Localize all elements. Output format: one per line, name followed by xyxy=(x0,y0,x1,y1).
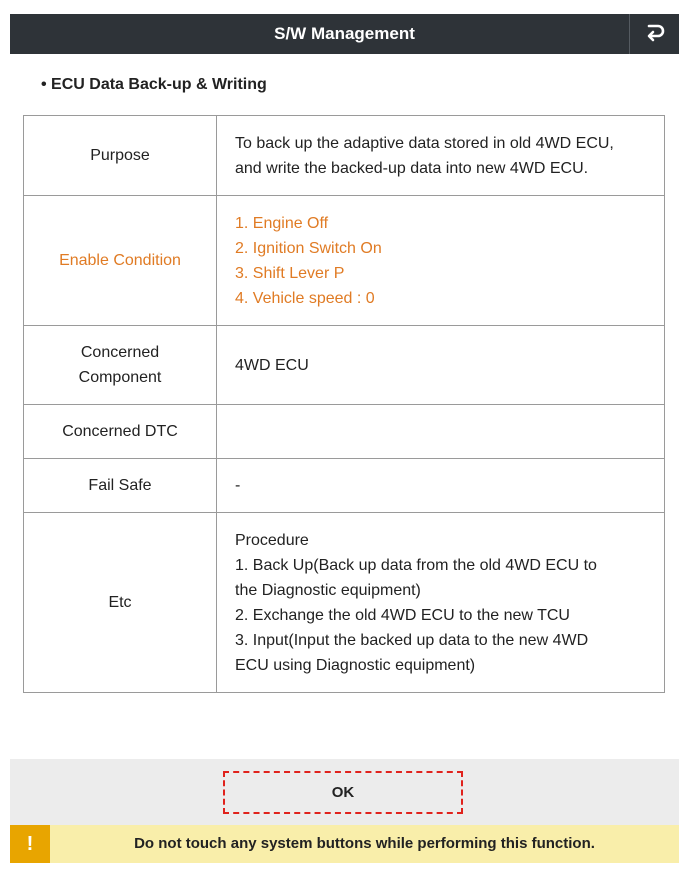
condition-item: 1. Engine Off xyxy=(235,214,329,232)
warning-message: Do not touch any system buttons while performing this function. xyxy=(134,835,595,852)
condition-item: 4. Vehicle speed : 0 xyxy=(235,289,375,307)
condition-item: 2. Ignition Switch On xyxy=(235,239,382,257)
purpose-value xyxy=(217,116,665,196)
title-bar xyxy=(10,14,679,54)
back-button[interactable] xyxy=(629,14,679,54)
table-row-purpose xyxy=(24,116,665,196)
etc-line: ECU using Diagnostic equipment) xyxy=(235,656,476,674)
return-arrow-icon xyxy=(644,23,666,45)
table-row-component xyxy=(24,326,665,405)
table-row-dtc xyxy=(24,405,665,459)
etc-line: the Diagnostic equipment) xyxy=(235,581,421,599)
section-title: • ECU Data Back-up & Writing xyxy=(41,76,267,93)
enable-condition-value xyxy=(217,196,665,326)
enable-condition-label: Enable Condition xyxy=(24,196,217,326)
etc-value xyxy=(217,513,665,693)
warning-bar xyxy=(10,825,679,863)
table-row-etc xyxy=(24,513,665,693)
component-label-line: Concerned xyxy=(80,344,160,361)
purpose-label: Purpose xyxy=(24,116,217,196)
dtc-value xyxy=(217,405,665,459)
page-title: S/W Management xyxy=(274,24,415,43)
purpose-line: and write the backed-up data into new 4WD ECU. xyxy=(235,159,589,177)
etc-line: Procedure xyxy=(235,531,309,549)
ok-button[interactable]: OK xyxy=(223,771,463,814)
button-bar xyxy=(10,759,679,825)
info-table xyxy=(23,115,665,693)
table-row-fail-safe xyxy=(24,459,665,513)
component-label-line: Component xyxy=(78,369,162,386)
etc-line: 2. Exchange the old 4WD ECU to the new TCU xyxy=(235,606,570,624)
component-value: 4WD ECU xyxy=(217,326,665,405)
condition-item: 3. Shift Lever P xyxy=(235,264,345,282)
warning-icon: ! xyxy=(10,825,50,863)
fail-safe-label: Fail Safe xyxy=(24,459,217,513)
etc-label: Etc xyxy=(24,513,217,693)
dtc-label: Concerned DTC xyxy=(24,405,217,459)
component-label xyxy=(24,326,217,405)
table-row-enable-condition xyxy=(24,196,665,326)
etc-line: 3. Input(Input the backed up data to the new 4WD xyxy=(235,631,589,649)
etc-line: 1. Back Up(Back up data from the old 4WD ECU to xyxy=(235,556,597,574)
fail-safe-value: - xyxy=(217,459,665,513)
purpose-line: To back up the adaptive data stored in old 4WD ECU, xyxy=(235,134,614,152)
